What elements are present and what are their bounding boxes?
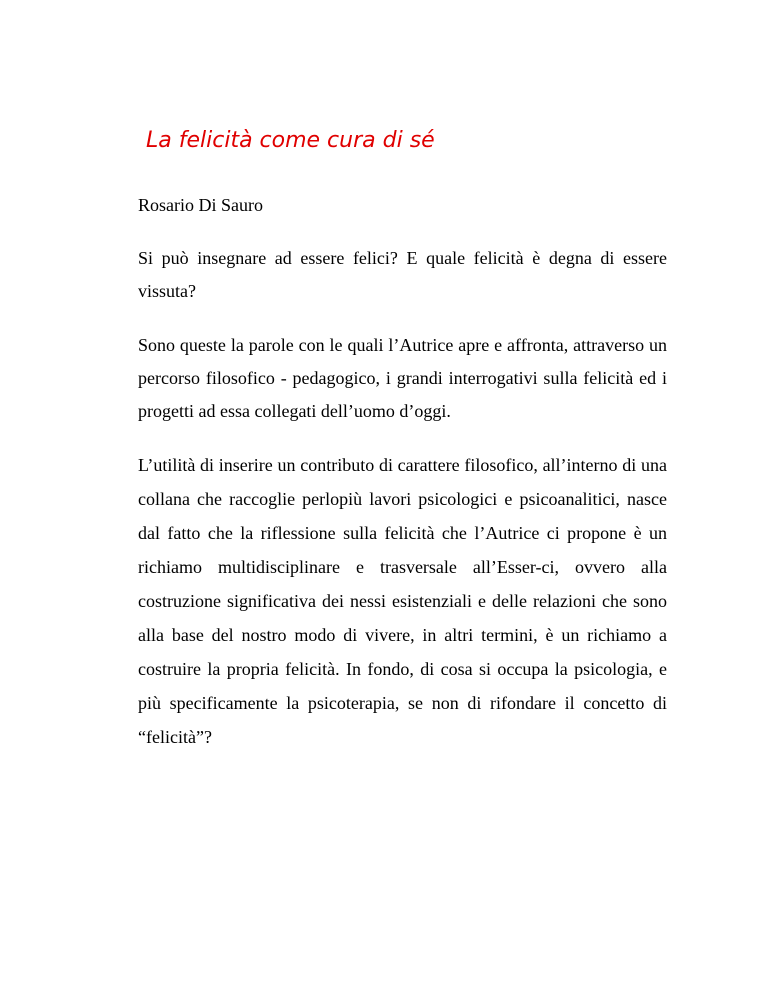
document-title: La felicità come cura di sé [146,128,435,153]
paragraph-1: Si può insegnare ad essere felici? E quale felicità è degna di essere vissuta? [138,248,667,301]
document-body [138,187,667,754]
paragraph-2: Sono queste la parole con le quali l’Autrice apre e affronta, attraverso un percorso filosofico - pedagogico, i grandi interrogativi sulla felicità ed i progetti ad essa collegati dell’uomo d’oggi. [138,335,667,421]
author-name: Rosario Di Sauro [138,195,263,215]
paragraph-3: L’utilità di inserire un contributo di carattere filosofico, all’interno di una collana che raccoglie perlopiù lavori psicologici e psicoanalitici, nasce dal fatto che la riflessione sulla felicità che l’Autrice ci propone è un richiamo multidisciplinare e trasversale all’Esser-ci, ovvero alla costruzione significativa dei nessi esistenziali e delle relazioni che sono alla base del nostro modo di vivere, in altri termini, è un richiamo a costruire la propria felicità. In fondo, di cosa si occupa la psicologia, e più specificamente la psicoterapia, se non di rifondare il concetto di “felicità”? [138,455,667,747]
